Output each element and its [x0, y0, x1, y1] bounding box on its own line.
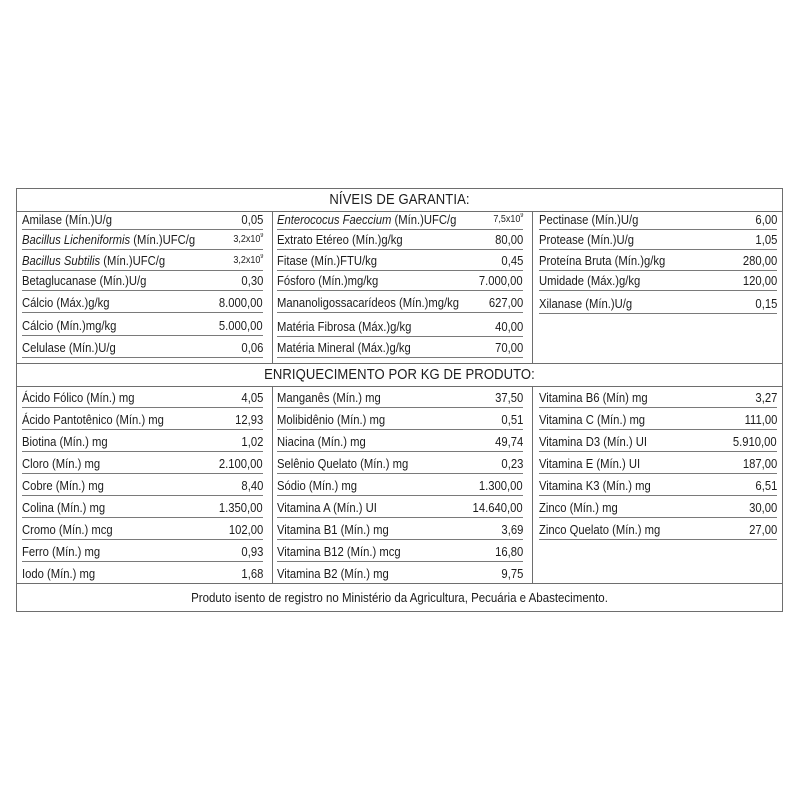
nutrient-label: Vitamina B1 (Mín.) mg	[277, 523, 389, 537]
nutrient-label: Vitamina D3 (Mín.) UI	[539, 435, 647, 449]
nutrient-value: 5.910,00	[733, 435, 777, 449]
unit-label: (Mín.)UFC/g	[100, 254, 166, 268]
nutrient-value: 0,51	[501, 413, 523, 427]
nutrient-label: Ferro (Mín.) mg	[22, 545, 101, 559]
nutrient-value: 4,05	[241, 391, 263, 405]
table-row	[22, 231, 263, 250]
nutrient-value: 2.100,00	[219, 457, 263, 471]
nutrient-value: 187,00	[742, 457, 777, 471]
nutrient-value: 120,00	[742, 274, 777, 288]
nutrient-label: Proteína Bruta (Mín.)g/kg	[539, 254, 666, 268]
value-exponent: 9	[259, 233, 263, 239]
nutrient-value: 40,00	[494, 320, 523, 334]
nutrient-value: 0,15	[755, 297, 777, 311]
table-row	[22, 477, 263, 496]
table-row	[539, 411, 777, 430]
table-row	[22, 272, 263, 291]
footer-note: Produto isento de registro no Ministério da Agricultura, Pecuária e Abastecimento.	[191, 591, 608, 605]
nutrient-value: 49,74	[494, 435, 523, 449]
organism-name: Enterococus Faeccium	[277, 213, 392, 227]
nutrient-value: 280,00	[742, 254, 777, 268]
nutrient-label: Manganês (Mín.) mg	[277, 391, 381, 405]
nutrient-value	[233, 229, 263, 247]
table-row	[277, 231, 523, 250]
nutrient-value	[493, 209, 523, 227]
nutrient-value: 102,00	[228, 523, 263, 537]
table-row	[277, 411, 523, 430]
nutrient-label: Vitamina K3 (Mín.) mg	[539, 479, 651, 493]
nutrient-label: Zinco (Mín.) mg	[539, 501, 618, 515]
nutrient-value: 1,68	[241, 567, 263, 581]
table-row	[22, 294, 263, 313]
nutrient-value: 627,00	[488, 296, 523, 310]
nutrient-value: 27,00	[748, 523, 777, 537]
table-row	[22, 433, 263, 452]
nutrient-value: 1.350,00	[219, 501, 263, 515]
nutrient-value: 0,93	[241, 545, 263, 559]
table-row	[277, 521, 523, 540]
nutrient-label: Fitase (Mín.)FTU/kg	[277, 254, 378, 268]
nutrient-value: 0,06	[241, 341, 263, 355]
table-row	[22, 339, 263, 358]
nutrient-value	[233, 250, 263, 268]
nutrient-label: Iodo (Mín.) mg	[22, 567, 96, 581]
value-base: 7,5x10	[492, 214, 520, 225]
value-base: 3,2x10	[232, 255, 260, 266]
nutrient-value: 70,00	[494, 341, 523, 355]
column-divider	[532, 211, 533, 363]
column-divider	[532, 386, 533, 583]
nutrient-value: 12,93	[234, 413, 263, 427]
table-row	[22, 211, 263, 230]
table-row	[539, 433, 777, 452]
value-base: 3,2x10	[232, 234, 260, 245]
organism-name: Bacillus Subtilis	[22, 254, 101, 268]
nutrient-value: 30,00	[748, 501, 777, 515]
nutrient-value: 0,05	[241, 213, 263, 227]
nutrient-label: Betaglucanase (Mín.)U/g	[22, 274, 147, 288]
table-row	[277, 499, 523, 518]
nutrient-label	[277, 213, 456, 227]
nutrient-label: Cloro (Mín.) mg	[22, 457, 101, 471]
nutrient-label: Matéria Mineral (Máx.)g/kg	[277, 341, 411, 355]
value-exponent: 9	[519, 213, 523, 219]
nutrient-label: Matéria Fibrosa (Máx.)g/kg	[277, 320, 412, 334]
column-divider	[272, 386, 273, 583]
nutrient-value: 5.000,00	[219, 319, 263, 333]
value-exponent: 9	[259, 254, 263, 260]
divider	[17, 386, 782, 387]
table-row	[539, 455, 777, 474]
nutrient-value: 8,40	[241, 479, 263, 493]
nutrient-label: Umidade (Máx.)g/kg	[539, 274, 641, 288]
nutrient-value: 80,00	[494, 233, 523, 247]
table-row	[539, 211, 777, 230]
table-row	[22, 252, 263, 271]
nutrient-label: Fósforo (Mín.)mg/kg	[277, 274, 379, 288]
nutrient-label: Pectinase (Mín.)U/g	[539, 213, 639, 227]
unit-label: (Mín.)UFC/g	[130, 233, 196, 247]
nutrient-value: 111,00	[744, 413, 777, 427]
table-row	[539, 272, 777, 291]
table-row	[22, 317, 263, 336]
nutrient-label: Ácido Fólico (Mín.) mg	[22, 391, 135, 405]
nutrient-label: Protease (Mín.)U/g	[539, 233, 635, 247]
nutrient-value: 0,45	[501, 254, 523, 268]
guarantee-title: NÍVEIS DE GARANTIA:	[329, 192, 470, 208]
nutrient-value: 7.000,00	[479, 274, 523, 288]
nutrient-label: Sódio (Mín.) mg	[277, 479, 358, 493]
table-row	[277, 389, 523, 408]
table-row	[277, 543, 523, 562]
column-divider	[272, 211, 273, 363]
table-row	[539, 499, 777, 518]
nutrient-value: 1,05	[755, 233, 777, 247]
table-row	[277, 477, 523, 496]
nutrient-label: Colina (Mín.) mg	[22, 501, 106, 515]
table-row	[539, 252, 777, 271]
table-row	[22, 411, 263, 430]
nutrient-value: 6,51	[755, 479, 777, 493]
nutrient-value: 3,69	[501, 523, 523, 537]
enrichment-title: ENRIQUECIMENTO POR KG DE PRODUTO:	[264, 367, 535, 383]
nutrient-label: Mananoligossacarídeos (Mín.)mg/kg	[277, 296, 459, 310]
organism-name: Bacillus Licheniformis	[22, 233, 131, 247]
nutrient-label: Extrato Etéreo (Mín.)g/kg	[277, 233, 403, 247]
nutrient-label: Ácido Pantotênico (Mín.) mg	[22, 413, 164, 427]
nutrient-value: 1.300,00	[479, 479, 523, 493]
nutrient-label: Zinco Quelato (Mín.) mg	[539, 523, 661, 537]
nutrient-label: Vitamina B6 (Mín) mg	[539, 391, 648, 405]
nutrient-label: Vitamina A (Mín.) UI	[277, 501, 377, 515]
table-row	[539, 231, 777, 250]
table-row	[539, 295, 777, 314]
table-row	[539, 389, 777, 408]
table-row	[277, 339, 523, 358]
nutrient-label: Amilase (Mín.)U/g	[22, 213, 113, 227]
table-row	[22, 521, 263, 540]
nutrient-label: Vitamina B12 (Mín.) mcg	[277, 545, 401, 559]
nutrient-value: 16,80	[494, 545, 523, 559]
table-row	[277, 294, 523, 313]
table-row	[22, 389, 263, 408]
table-row	[539, 521, 777, 540]
table-row	[277, 318, 523, 337]
table-row	[22, 499, 263, 518]
table-row	[22, 543, 263, 562]
nutrient-label: Cobre (Mín.) mg	[22, 479, 104, 493]
table-row	[277, 272, 523, 291]
divider	[17, 363, 782, 364]
table-row	[277, 565, 523, 584]
table-row	[277, 211, 523, 230]
nutrient-value: 3,27	[755, 391, 777, 405]
nutrient-label: Biotina (Mín.) mg	[22, 435, 108, 449]
nutrient-label: Vitamina B2 (Mín.) mg	[277, 567, 389, 581]
nutrient-label: Cromo (Mín.) mcg	[22, 523, 113, 537]
nutrient-label: Cálcio (Máx.)g/kg	[22, 296, 110, 310]
nutrient-value: 0,30	[241, 274, 263, 288]
table-row	[277, 252, 523, 271]
table-row	[22, 455, 263, 474]
nutrient-label: Vitamina C (Mín.) mg	[539, 413, 646, 427]
nutrient-value: 8.000,00	[219, 296, 263, 310]
nutrient-label: Vitamina E (Mín.) UI	[539, 457, 641, 471]
nutrient-value: 0,23	[501, 457, 523, 471]
table-row	[277, 433, 523, 452]
nutrient-label: Xilanase (Mín.)U/g	[539, 297, 633, 311]
nutrient-label	[22, 254, 165, 268]
table-row	[539, 477, 777, 496]
nutrient-value: 6,00	[755, 213, 777, 227]
nutrient-value: 37,50	[494, 391, 523, 405]
nutrient-value: 1,02	[241, 435, 263, 449]
nutrient-label: Celulase (Mín.)U/g	[22, 341, 116, 355]
table-row	[277, 455, 523, 474]
nutrient-label	[22, 233, 195, 247]
nutrient-label: Selênio Quelato (Mín.) mg	[277, 457, 409, 471]
divider	[17, 583, 782, 584]
unit-label: (Mín.)UFC/g	[391, 213, 457, 227]
table-row	[22, 565, 263, 584]
nutrition-table	[16, 188, 783, 612]
nutrient-value: 9,75	[501, 567, 523, 581]
nutrient-label: Molibidênio (Mín.) mg	[277, 413, 386, 427]
nutrient-label: Niacina (Mín.) mg	[277, 435, 366, 449]
nutrient-label: Cálcio (Mín.)mg/kg	[22, 319, 117, 333]
nutrient-value: 14.640,00	[472, 501, 523, 515]
